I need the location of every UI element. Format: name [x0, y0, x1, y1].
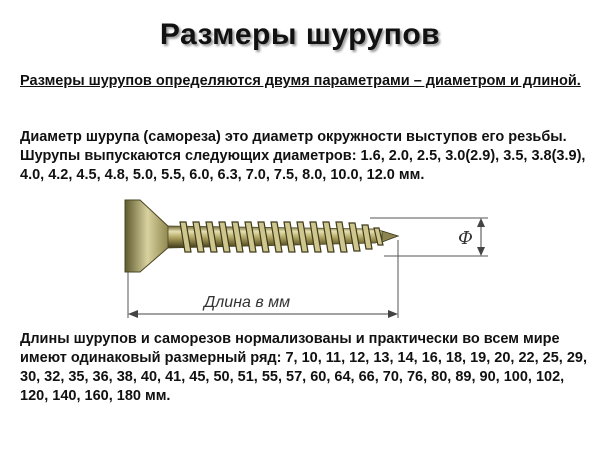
length-arrow-right	[388, 310, 398, 318]
screw-tip	[382, 231, 398, 242]
screw-head	[125, 200, 170, 272]
screw-diagram	[0, 196, 600, 326]
diameter-arrow-bottom	[477, 247, 485, 256]
diameter-arrow-top	[477, 218, 485, 227]
length-paragraph: Длины шурупов и саморезов нормализованы и практически во всем мире имеют одинаковый размерный ряд: 7, 10, 11, 12, 13, 14, 16, 18, 19, 20, 22, 25, 29, 30, 32, 35, 36, 38, 40, 41, 45, 50, 51, 55, 57, 60, 64, 66, 70, 76, 80, 89, 90, 100, 102, 120, 140, 160, 180 мм.	[20, 331, 588, 404]
lead-text: Размеры шурупов определяются двумя параметрами – диаметром и длиной.	[20, 73, 581, 89]
screw-figure	[0, 196, 600, 326]
diameter-symbol: Ф	[458, 228, 473, 249]
length-arrow-left	[128, 310, 138, 318]
length-label: Длина в мм	[204, 294, 291, 311]
diameter-paragraph: Диаметр шурупа (самореза) это диаметр окружности выступов его резьбы. Шурупы выпускаются следующих диаметров: 1.6, 2.0, 2.5, 3.0(2.9), 3.5, 3.8(3.9), 4.0, 4.2, 4.5, 4.8, 5.0, 5.5, 6.0, 6.3, 7.0, 7.5, 8.0, 10.0, 12.0 мм.	[20, 129, 586, 183]
page-title: Размеры шурупов	[159, 18, 441, 51]
